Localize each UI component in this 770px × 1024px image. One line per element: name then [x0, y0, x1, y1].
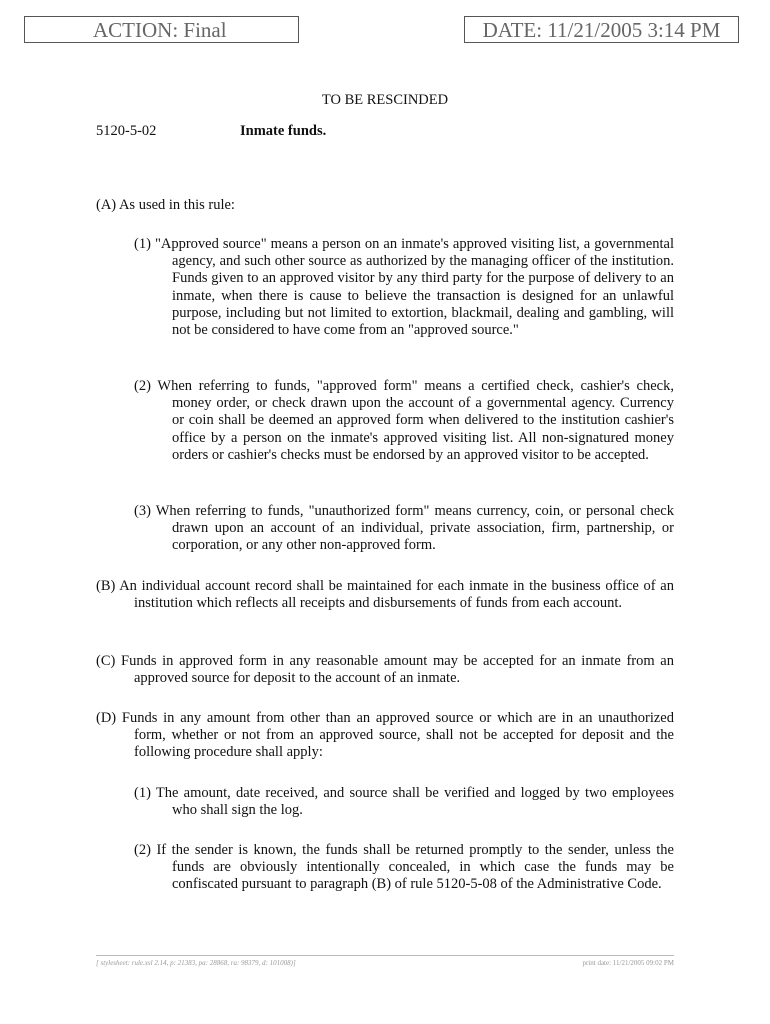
action-label: ACTION: Final	[93, 18, 227, 42]
paragraph-b: (B) An individual account record shall be maintained for each inmate in the business office of an institution which reflects all receipts and disbursements of funds from each account.	[96, 578, 674, 612]
action-header-box	[24, 16, 299, 43]
footer-print-date: print date: 11/21/2005 09:02 PM	[582, 959, 674, 967]
paragraph-d2: (2) If the sender is known, the funds shall be returned promptly to the sender, unless the funds are obviously intentionally concealed, in which case the funds may be confiscated pursuant to paragraph (B) of rule 5120-5-08 of the Administrative Code.	[134, 842, 674, 893]
paragraph-a: (A) As used in this rule:	[96, 197, 235, 213]
footer-stylesheet-info: [ stylesheet: rule.xsl 2.14, p: 21383, pa: 28868, ra: 98379, d: 101008)]	[96, 959, 296, 967]
date-label: DATE: 11/21/2005 3:14 PM	[482, 18, 721, 42]
rule-title: Inmate funds.	[240, 123, 327, 139]
paragraph-a2: (2) When referring to funds, "approved form" means a certified check, cashier's check, money order, or check drawn upon the account of a governmental agency. Currency or coin shall be deemed an approved form when delivered to the institution cashier's office by a person on the inmate's approved visiting list. All non-signatured money orders or cashier's checks must be endorsed by an approved visitor to be accepted.	[134, 378, 674, 463]
paragraph-a3: (3) When referring to funds, "unauthorized form" means currency, coin, or personal check drawn upon an account of an individual, private association, firm, partnership, or corporation, or any other non-approved form.	[134, 503, 674, 554]
paragraph-c: (C) Funds in approved form in any reasonable amount may be accepted for an inmate from an approved source for deposit to the account of an inmate.	[96, 653, 674, 687]
paragraph-a1: (1) "Approved source" means a person on an inmate's approved visiting list, a governmental agency, and such other source as authorized by the managing officer of the institution. Funds given to an approved visitor by any third party for the purpose of delivery to an inmate, when there is cause to believe the transaction is designed for an unlawful purpose, including but not limited to extortion, blackmail, dealing and gambling, will not be considered to have come from an "approved source."	[134, 236, 674, 339]
paragraph-d: (D) Funds in any amount from other than an approved source or which are in an unauthorized form, whether or not from an approved source, shall not be accepted for deposit and the following procedure shall apply:	[96, 710, 674, 761]
rescinded-status: TO BE RESCINDED	[321, 92, 449, 108]
paragraph-d1: (1) The amount, date received, and source shall be verified and logged by two employees who shall sign the log.	[134, 785, 674, 819]
date-header-box	[464, 16, 739, 43]
footer-divider	[96, 955, 674, 956]
rule-number: 5120-5-02	[96, 123, 157, 139]
